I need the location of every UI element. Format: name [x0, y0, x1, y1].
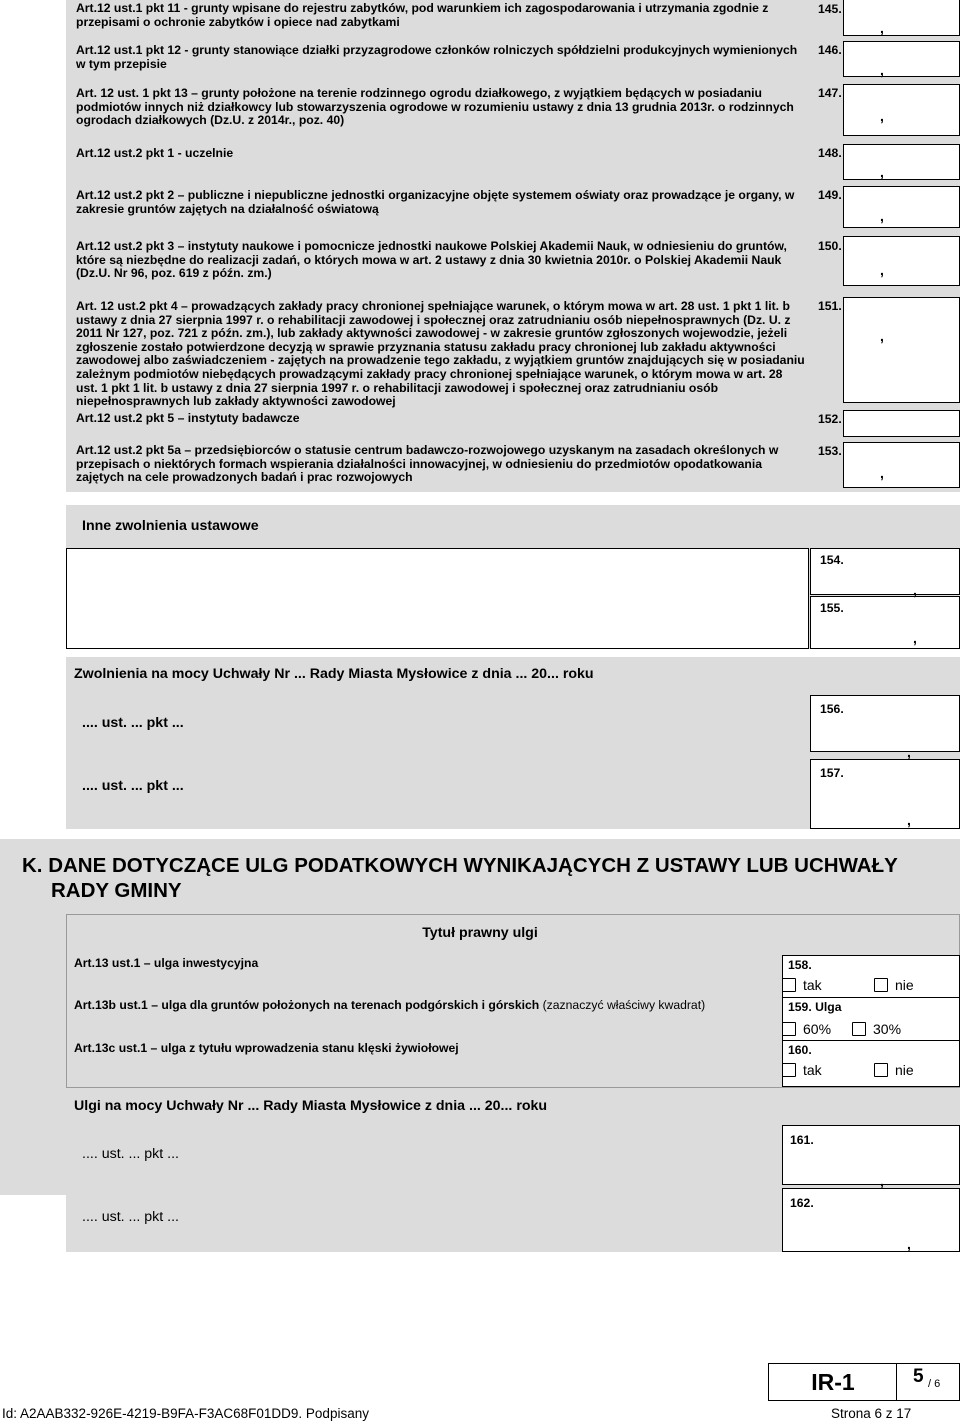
resolution-exemption-1-label: .... ust. ... pkt ...	[82, 715, 184, 731]
form-page-total: / 6	[928, 1378, 941, 1390]
resolution-relief-2-label: .... ust. ... pkt ...	[82, 1209, 179, 1225]
relief-159-label-bold: Art.13b ust.1 – ulga dla gruntów położonych na terenach podgórskich i górskich	[74, 998, 540, 1012]
resolution-relief-rows-bg	[66, 1125, 782, 1252]
form-code-box	[768, 1363, 960, 1401]
exemption-145-label: Art.12 ust.1 pkt 11 - grunty wpisane do rejestru zabytków, pod warunkiem ich zagospodarowania i utrzymania zgodnie z przepisami o ochronie zabytków i opiece nad zabytkami	[76, 1, 769, 29]
field-number-147: 147.	[818, 86, 842, 100]
decimal-comma-157: ,	[907, 812, 911, 828]
relief-159-label	[74, 999, 774, 1013]
relief-160-label-bold: Art.13c ust.1 – ulga z tytułu wprowadzenia stanu klęski żywiołowej	[74, 1041, 459, 1055]
exemption-149-label: Art.12 ust.2 pkt 2 – publiczne i niepubliczne jednostki organizacyjne objęte systemem oświaty oraz prowadzące je organy, w zakresie gruntów zajętych na działalność oświatową	[76, 188, 795, 216]
value-cell-145[interactable]	[843, 0, 960, 36]
field-number-161: 161.	[790, 1133, 814, 1147]
page-info: Strona 6 z 17	[831, 1406, 912, 1421]
relief-158-option-no[interactable]	[874, 977, 914, 995]
relief-table-header: Tytuł prawny ulgi	[422, 925, 538, 941]
option-label: 30%	[873, 1021, 902, 1037]
exemption-148-label: Art.12 ust.2 pkt 1 - uczelnie	[76, 146, 234, 160]
relief-158-label	[74, 957, 774, 971]
field-number-151: 151.	[818, 299, 842, 313]
other-exemptions-title: Inne zwolnienia ustawowe	[82, 518, 259, 534]
relief-158-label-bold: Art.13 ust.1 – ulga inwestycyjna	[74, 956, 259, 970]
field-number-149: 149.	[818, 188, 842, 202]
field-number-157: 157.	[820, 766, 844, 780]
relief-159-label-note: (zaznaczyć właściwy kwadrat)	[539, 998, 706, 1012]
checkbox-icon[interactable]	[874, 978, 888, 992]
field-number-156: 156.	[820, 702, 844, 716]
exemption-146-label: Art.12 ust.1 pkt 12 - grunty stanowiące działki przyzagrodowe członków rolniczych spółdzielni produkcyjnych wymienionych w tym przepisie	[76, 43, 798, 71]
resolution-relief-title: Ulgi na mocy Uchwały Nr ... Rady Miasta Mysłowice z dnia ... 20... roku	[74, 1098, 548, 1114]
field-number-160: 160.	[788, 1043, 812, 1057]
relief-158-option-yes[interactable]	[782, 977, 822, 995]
resolution-exemption-2-label: .... ust. ... pkt ...	[82, 778, 184, 794]
field-number-155: 155.	[820, 601, 844, 615]
decimal-comma-147: ,	[880, 108, 884, 124]
relief-159-option-30[interactable]	[852, 1021, 901, 1039]
exemption-147-label: Art. 12 ust. 1 pkt 13 – grunty położone na terenie rodzinnego ogrodu działkowego, z wyjątkiem będących w posiadaniu podmiotów innych niż działkowcy lub stowarzyszenia ogrodowe w rozumieniu ustawy z dnia 13 grudnia 2013r. o rodzinnych ogrodach działkowych (Dz.U. z 2014r., poz. 40)	[76, 86, 794, 128]
document-id: Id: A2AAB332-926E-4219-B9FA-F3AC68F01DD9. Podpisany	[2, 1406, 369, 1421]
value-cell-147[interactable]	[843, 84, 960, 136]
field-number-150: 150.	[818, 239, 842, 253]
field-number-152: 152.	[818, 412, 842, 426]
decimal-comma-156: ,	[907, 744, 911, 760]
checkbox-icon[interactable]	[782, 1022, 796, 1036]
decimal-comma-154: ,	[913, 582, 917, 598]
decimal-comma-148: ,	[880, 164, 884, 180]
option-label: nie	[895, 977, 914, 993]
option-label: tak	[803, 977, 822, 993]
value-cell-151[interactable]	[843, 297, 960, 403]
other-exemption-description-cell[interactable]	[66, 548, 809, 649]
field-number-154: 154.	[820, 553, 844, 567]
form-page-number: 5	[913, 1366, 924, 1387]
value-cell-153[interactable]	[843, 442, 960, 488]
field-number-158: 158.	[788, 958, 812, 972]
decimal-comma-146: ,	[880, 62, 884, 78]
checkbox-icon[interactable]	[782, 978, 796, 992]
form-code: IR-1	[811, 1369, 855, 1395]
decimal-comma-162: ,	[907, 1236, 911, 1252]
value-cell-148[interactable]	[843, 144, 960, 180]
decimal-comma-161: ,	[880, 1173, 884, 1189]
checkbox-icon[interactable]	[852, 1022, 866, 1036]
exemption-152-label: Art.12 ust.2 pkt 5 – instytuty badawcze	[76, 411, 300, 425]
exemption-150-label: Art.12 ust.2 pkt 3 – instytuty naukowe i pomocnicze jednostki naukowe Polskiej Akademii Nauk, w odniesieniu do gruntów, które są niezbędne do realizacji zadań, o których mowa w art. 2 ustawy z dnia 30 kwietnia 2010r. o Polskiej Akademii Nauk (Dz.U. Nr 96, poz. 619 z późn. zm.)	[76, 239, 787, 281]
resolution-relief-1-label: .... ust. ... pkt ...	[82, 1146, 179, 1162]
option-label: 60%	[803, 1021, 832, 1037]
option-label: nie	[895, 1062, 914, 1078]
field-number-159: 159. Ulga	[788, 1000, 842, 1014]
relief-160-label	[74, 1042, 774, 1056]
decimal-comma-153: ,	[880, 465, 884, 481]
decimal-comma-155: ,	[913, 630, 917, 646]
value-cell-146[interactable]	[843, 41, 960, 77]
value-cell-149[interactable]	[843, 186, 960, 228]
decimal-comma-150: ,	[880, 262, 884, 278]
decimal-comma-149: ,	[880, 208, 884, 224]
field-number-148: 148.	[818, 146, 842, 160]
option-label: tak	[803, 1062, 822, 1078]
value-cell-150[interactable]	[843, 236, 960, 286]
checkbox-icon[interactable]	[874, 1063, 888, 1077]
exemption-151-label: Art. 12 ust.2 pkt 4 – prowadzących zakłady pracy chronionej spełniające warunek, o którym mowa w art. 28 ust. 1 pkt 1 lit. b ustawy z dnia 27 sierpnia 1997 r. o rehabilitacji zawodowej i społecznej oraz zatrudnianiu osób niepełnosprawnych (Dz. U. z 2011 Nr 127, poz. 721 z późn. zm.), lub zakłady aktywności zawodowej - w zakresie gruntów zgłoszonych wojewodzie, jeżeli zgłoszenie zostało potwierdzone decyzją w sprawie przyznania statusu zakładu pracy chronionej lub zakładu aktywności zawodowej albo zaświadczeniem - zajętych na prowadzenie tego zakładu, z wyjątkiem gruntów znajdujących się w posiadaniu zależnym podmiotów niebędących prowadzącymi zakłady pracy chronionej spełniające warunek, o którym mowa w art. 28 ust. 1 pkt 1 lit. b ustawy z dnia 27 sierpnia 1997 r. o rehabilitacji zawodowej i społecznej oraz zatrudnianiu osób niepełnosprawnych lub zakłady aktywności zawodowej	[76, 299, 805, 409]
field-number-145: 145.	[818, 2, 842, 16]
field-number-153: 153.	[818, 444, 842, 458]
section-k-title-line2: RADY GMINY	[51, 879, 182, 902]
checkbox-icon[interactable]	[782, 1063, 796, 1077]
section-k-title-line1: K. DANE DOTYCZĄCE ULG PODATKOWYCH WYNIKAJĄCYCH Z USTAWY LUB UCHWAŁY	[22, 854, 898, 877]
relief-159-option-60[interactable]	[782, 1021, 831, 1039]
decimal-comma-145: ,	[880, 20, 884, 36]
decimal-comma-151: ,	[880, 328, 884, 344]
exemption-153-label: Art.12 ust.2 pkt 5a – przedsiębiorców o statusie centrum badawczo-rozwojowego uzyskanym na zasadach określonych w przepisach o niektórych formach wspierania działalności innowacyjnej, w odniesieniu do przedmiotów opodatkowania zajętych na cele prowadzonych badań i prac rozwojowych	[76, 443, 779, 485]
field-number-146: 146.	[818, 43, 842, 57]
relief-160-option-yes[interactable]	[782, 1062, 822, 1080]
value-cell-152[interactable]	[843, 410, 960, 437]
field-number-162: 162.	[790, 1196, 814, 1210]
resolution-exemptions-title: Zwolnienia na mocy Uchwały Nr ... Rady Miasta Mysłowice z dnia ... 20... roku	[74, 666, 594, 682]
relief-160-option-no[interactable]	[874, 1062, 914, 1080]
